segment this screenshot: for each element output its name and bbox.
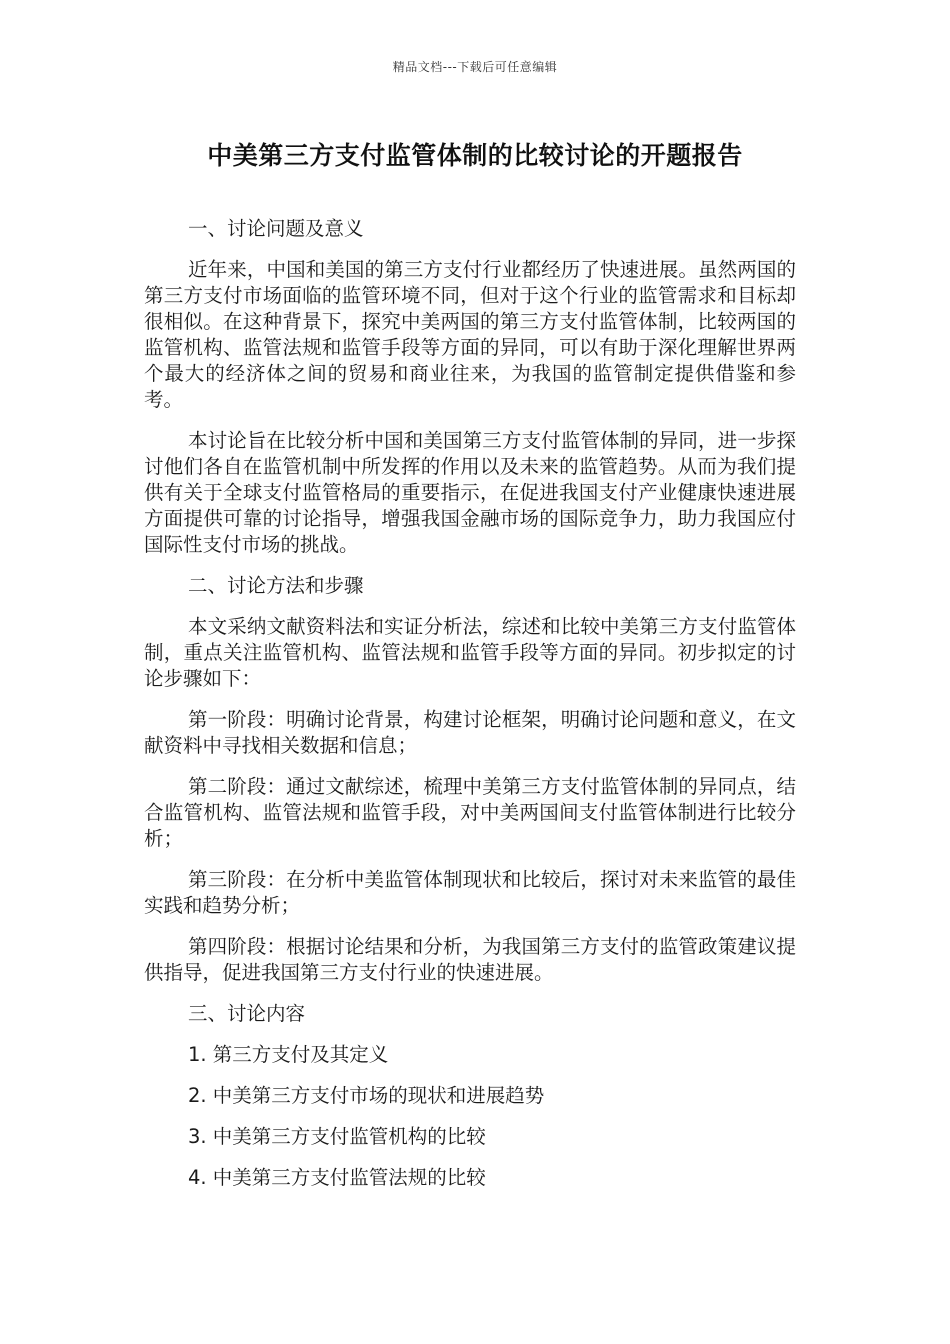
paragraph: 本讨论旨在比较分析中国和美国第三方支付监管体制的异同，进一步探讨他们各自在监管机制中所发挥的作用以及未来的监管趋势。从而为我们提供有关于全球支付监管格局的重要指示，在促进我国支付产业健康快速进展方面提供可靠的讨论指导，增强我国金融市场的国际竞争力，助力我国应付国际性支付市场的挑战。 xyxy=(144,429,796,556)
list-item: 2. 中美第三方支付市场的现状和进展趋势 xyxy=(188,1084,545,1107)
section-heading-1: 一、讨论问题及意义 xyxy=(188,217,364,240)
stage-paragraph: 第三阶段：在分析中美监管体制现状和比较后，探讨对未来监管的最佳实践和趋势分析； xyxy=(144,868,796,917)
paragraph: 近年来，中国和美国的第三方支付行业都经历了快速进展。虽然两国的第三方支付市场面临的监管环境不同，但对于这个行业的监管需求和目标却很相似。在这种背景下，探究中美两国的第三方支付监管体制，比较两国的监管机构、监管法规和监管手段等方面的异同，可以有助于深化理解世界两个最大的经济体之间的贸易和商业往来，为我国的监管制定提供借鉴和参考。 xyxy=(144,258,796,411)
document-body xyxy=(144,216,796,1206)
list-item: 1. 第三方支付及其定义 xyxy=(188,1043,389,1066)
document-title: 中美第三方支付监管体制的比较讨论的开题报告 xyxy=(207,141,743,170)
stage-paragraph: 第四阶段：根据讨论结果和分析，为我国第三方支付的监管政策建议提供指导，促进我国第三方支付行业的快速进展。 xyxy=(144,935,796,984)
list-item: 4. 中美第三方支付监管法规的比较 xyxy=(188,1166,486,1189)
paragraph: 本文采纳文献资料法和实证分析法，综述和比较中美第三方支付监管体制，重点关注监管机构、监管法规和监管手段等方面的异同。初步拟定的讨论步骤如下： xyxy=(144,615,796,690)
header-note: 精品文档---下载后可任意编辑 xyxy=(392,60,558,74)
section-heading-3: 三、讨论内容 xyxy=(188,1002,306,1025)
stage-paragraph: 第一阶段：明确讨论背景，构建讨论框架，明确讨论问题和意义，在文献资料中寻找相关数据和信息； xyxy=(144,708,796,757)
stage-paragraph: 第二阶段：通过文献综述，梳理中美第三方支付监管体制的异同点，结合监管机构、监管法规和监管手段，对中美两国间支付监管体制进行比较分析； xyxy=(144,775,796,850)
list-item: 3. 中美第三方支付监管机构的比较 xyxy=(188,1125,486,1148)
section-heading-2: 二、讨论方法和步骤 xyxy=(188,574,364,597)
